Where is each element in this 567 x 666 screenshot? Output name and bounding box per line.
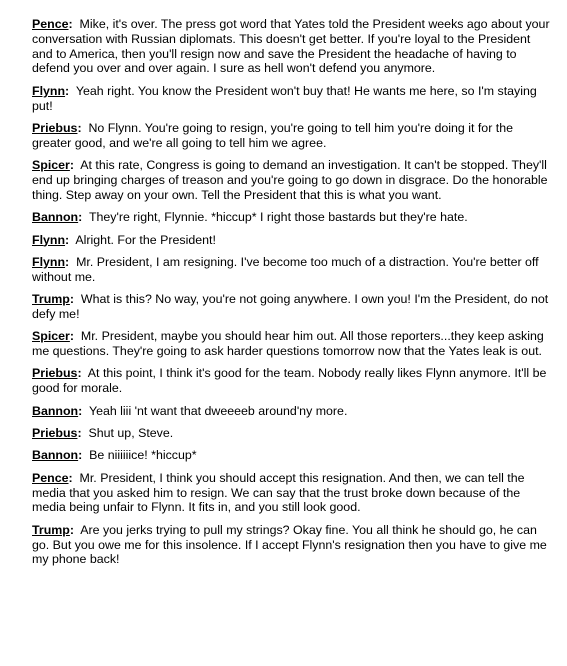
dialogue-paragraph: [32, 404, 552, 419]
speaker-name: Priebus: [32, 366, 78, 381]
dialogue-text: Mr. President, I am resigning. I've become too much of a distraction. You're better off without me.: [32, 254, 539, 284]
speaker-colon: :: [65, 232, 70, 247]
dialogue-paragraph: [32, 426, 552, 441]
dialogue-text: At this rate, Congress is going to demand an investigation. It can't be stopped. They'll end up bringing charges of treason and you're going to go down in disgrace. Do the honorable thing. Step away on your own. Tell the President that this is what you want.: [32, 158, 548, 202]
speaker-name: Trump: [32, 292, 70, 307]
speaker-name: Bannon: [32, 403, 79, 418]
speaker-colon: :: [77, 366, 82, 381]
dialogue-paragraph: [32, 84, 552, 114]
speaker-colon: :: [78, 403, 83, 418]
dialogue-text: Be niiiiiice! *hiccup*: [89, 448, 197, 463]
speaker-colon: :: [78, 210, 83, 225]
dialogue-text: What is this? No way, you're not going anywhere. I own you! I'm the President, do not defy me!: [32, 292, 549, 321]
dialogue-text: Yeah liii 'nt want that dweeeeb around'ny more.: [88, 403, 348, 418]
speaker-colon: :: [78, 448, 83, 463]
dialogue-text: No Flynn. You're going to resign, you're going to tell him you're doing it for the greater good, and we're all going to tell him we agree.: [32, 120, 513, 150]
dialogue-paragraph: [32, 292, 552, 322]
dialogue-text: They're right, Flynnie. *hiccup* I right those bastards but they're hate.: [88, 210, 468, 225]
dialogue-text: Alright. For the President!: [75, 232, 216, 247]
speaker-colon: :: [68, 17, 73, 31]
speaker-name: Spicer: [32, 158, 70, 173]
dialogue-text: Yeah right. You know the President won't buy that! He wants me here, so I'm staying put!: [32, 83, 537, 113]
dialogue-text: Mr. President, maybe you should hear him out. All those reporters...they keep asking me questions. They're going to ask harder questions tomorrow now that the Yates leak is out.: [32, 329, 544, 359]
speaker-name: Flynn: [32, 83, 66, 98]
speaker-colon: :: [69, 329, 75, 344]
dialogue-text: Mr. President, I think you should accept this resignation. And then, we can tell the media that you asked him to resign. We can say that the trust broke down because of the media being unfair to Flynn. It fits in, and you still look good.: [32, 470, 525, 515]
speaker-name: Priebus: [32, 426, 78, 441]
dialogue-paragraph: [32, 17, 552, 76]
speaker-name: Priebus: [32, 120, 78, 135]
speaker-name: Pence: [32, 17, 69, 31]
dialogue-paragraph: [32, 523, 552, 567]
dialogue-text: Mike, it's over. The press got word that Yates told the President weeks ago about your conversation with Russian diplomats. This doesn't get better. If you're loyal to the President and to America, then you'll resign now and save the President the headache of having to defend you over and over again. I sure as hell won't defend you anymore.: [32, 17, 550, 76]
speaker-name: Spicer: [32, 329, 70, 344]
speaker-name: Bannon: [32, 448, 79, 463]
speaker-name: Bannon: [32, 210, 79, 225]
dialogue-text: Shut up, Steve.: [88, 426, 174, 441]
speaker-name: Flynn: [32, 232, 66, 247]
speaker-colon: :: [77, 426, 82, 441]
dialogue-text: Are you jerks trying to pull my strings? Okay fine. You all think he should go, he can go. But you owe me for this insolence. If I accept Flynn's resignation then you have to give me my phone back!: [32, 522, 547, 567]
speaker-name: Trump: [32, 522, 70, 537]
speaker-name: Pence: [32, 470, 69, 485]
speaker-colon: :: [65, 83, 70, 98]
dialogue-paragraph: [32, 471, 552, 515]
dialogue-paragraph: [32, 121, 552, 151]
dialogue-paragraph: [32, 448, 552, 463]
dialogue-paragraph: [32, 366, 552, 396]
dialogue-paragraph: [32, 255, 552, 285]
dialogue-paragraph: [32, 158, 552, 202]
dialogue-paragraph: [32, 329, 552, 359]
speaker-name: Flynn: [32, 254, 66, 269]
speaker-colon: :: [69, 522, 75, 537]
dialogue-text: At this point, I think it's good for the team. Nobody really likes Flynn anymore. It'll be good for morale.: [32, 366, 547, 396]
speaker-colon: :: [69, 292, 75, 307]
speaker-colon: :: [77, 120, 82, 135]
speaker-colon: :: [68, 470, 73, 485]
dialogue-paragraph: [32, 210, 552, 225]
speaker-colon: :: [69, 158, 75, 173]
speaker-colon: :: [65, 254, 70, 269]
transcript-document: [32, 17, 552, 575]
dialogue-paragraph: [32, 233, 552, 248]
